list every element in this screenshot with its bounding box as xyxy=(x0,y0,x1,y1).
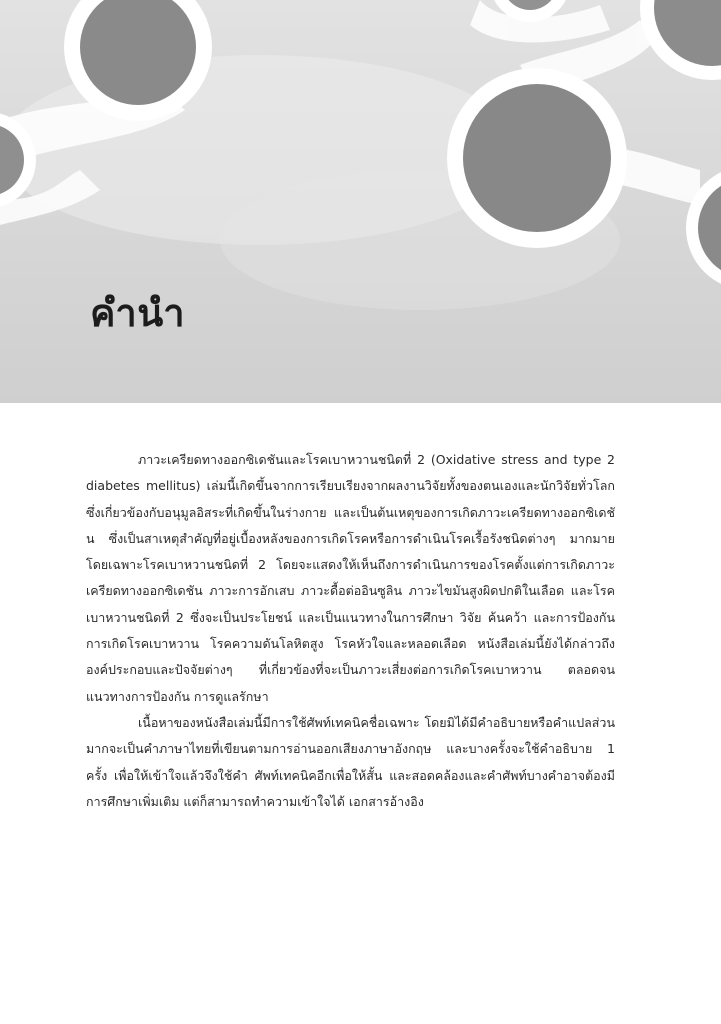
circle-right-center xyxy=(447,68,627,248)
decorative-circles-graphic xyxy=(0,0,721,403)
paragraph: ภาวะเครียดทางออกซิเดชันและโรคเบาหวานชนิดที่ 2 (Oxidative stress and type 2 diabetes mellitus) เล่มนี้เกิดขึ้นจากการเรียบเรียงจากผลงานวิจัยทั้งของตนเองและนักวิจัยทั่วโลก ซึ่งเกี่ยวข้องกับอนุมูลอิสระที่เกิดขึ้นในร่างกาย และเป็นต้นเหตุของการเกิดภาวะเครียดทางออกซิเดชัน ซึ่งเป็นสาเหตุสำคัญที่อยู่เบื้องหลังของการเกิดโรคหรือการดำเนินโรคเรื้อรังชนิดต่างๆ มากมาย โดยเฉพาะโรคเบาหวานชนิดที่ 2 โดยจะแสดงให้เห็นถึงการดำเนินการของโรคตั้งแต่การเกิดภาวะเครียดทางออกซิเดชัน ภาวะการอักเสบ ภาวะดื้อต่ออินซูลิน ภาวะไขมันสูงผิดปกติในเลือด และโรคเบาหวานชนิดที่ 2 ซึ่งจะเป็นประโยชน์ และเป็นแนวทางในการศึกษา วิจัย ค้นคว้า และการป้องกันการเกิดโรคเบาหวาน โรคความดันโลหิตสูง โรคหัวใจและหลอดเลือด หนังสือเล่มนี้ยังได้กล่าวถึง องค์ประกอบและปัจจัยต่างๆ ที่เกี่ยวข้องที่จะเป็นภาวะเสี่ยงต่อการเกิดโรคเบาหวาน ตลอดจนแนวทางการป้องกัน การดูแลรักษา xyxy=(86,452,615,704)
paragraph: เนื้อหาของหนังสือเล่มนี้มีการใช้ศัพท์เทคนิคชื่อเฉพาะ โดยมิได้มีคำอธิบายหรือคำแปลส่วนมากจะเป็นคำภาษาไทยที่เขียนตามการอ่านออกเสียงภาษาอังกฤษ และบางครั้งจะใช้คำอธิบาย 1 ครั้ง เพื่อให้เข้าใจแล้วจึงใช้คำ ศัพท์เทคนิคอีกเพื่อให้สั้น และสอดคล้องและคำศัพท์บางคำอาจต้องมีการศึกษาเพิ่มเติม แต่ก็สามารถทำความเข้าใจได้ เอกสารอ้างอิง xyxy=(86,714,615,809)
preface-body xyxy=(86,447,615,815)
header-banner xyxy=(0,0,721,403)
page-title: คำนำ xyxy=(90,291,186,335)
circle-top-right xyxy=(640,0,721,80)
